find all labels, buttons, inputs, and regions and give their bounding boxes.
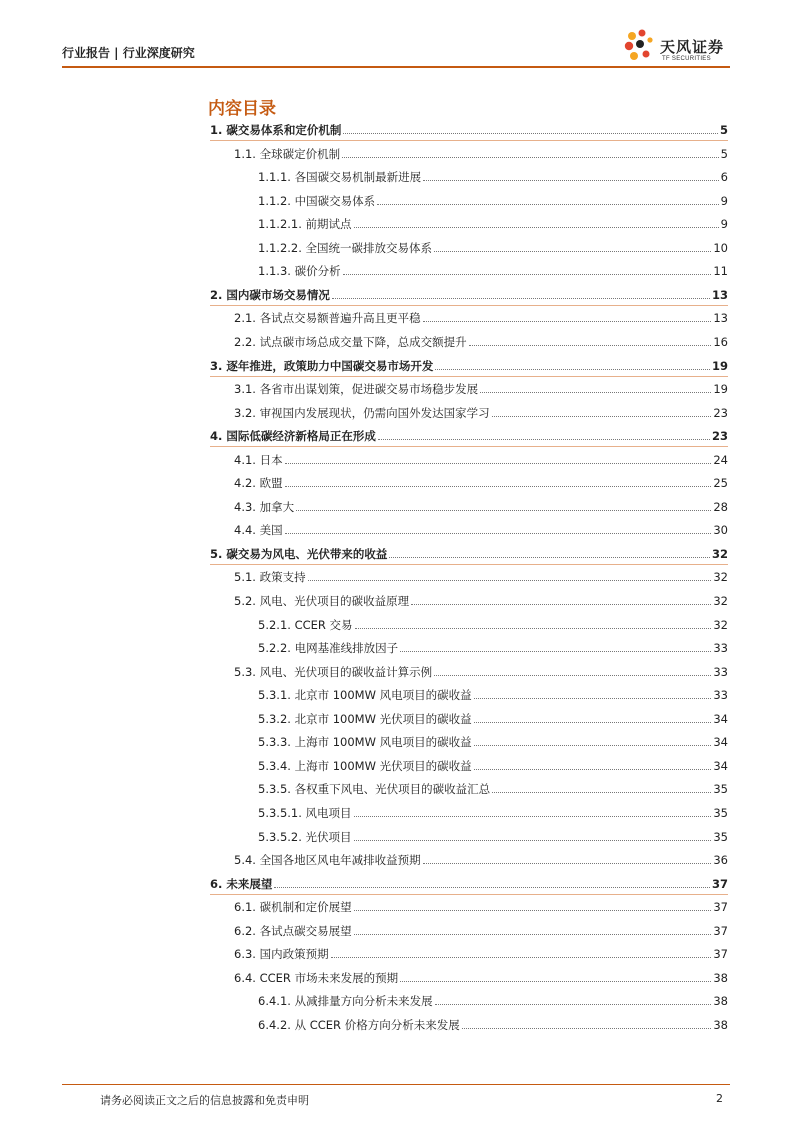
toc-dot-leader: [354, 840, 712, 841]
header-divider: [62, 66, 730, 68]
toc-entry-label: 5.3.2. 北京市 100MW 光伏项目的碳收益: [258, 711, 472, 726]
toc-entry-page: 38: [713, 970, 728, 985]
toc-entry-label: 3.1. 各省市出谋划策，促进碳交易市场稳步发展: [234, 382, 479, 397]
toc-entry[interactable]: [258, 733, 728, 751]
company-logo: [622, 26, 734, 70]
toc-entry-page: 34: [713, 735, 728, 750]
toc-title: 内容目录: [208, 99, 276, 119]
toc-dot-leader: [389, 557, 710, 558]
toc-entry[interactable]: [210, 875, 728, 893]
toc-entry-page: 13: [713, 311, 728, 326]
toc-section-rule: [210, 564, 728, 565]
toc-entry[interactable]: [234, 568, 728, 586]
toc-entry[interactable]: [234, 898, 728, 916]
toc-entry[interactable]: [210, 545, 728, 563]
toc-entry-page: 32: [713, 570, 728, 585]
toc-entry[interactable]: [258, 192, 728, 210]
toc-entry-page: 10: [713, 240, 728, 255]
toc-section-rule: [210, 894, 728, 895]
toc-dot-leader: [400, 651, 711, 652]
toc-entry[interactable]: [234, 309, 728, 327]
toc-dot-leader: [343, 133, 718, 134]
toc-entry[interactable]: [258, 757, 728, 775]
toc-entry-label: 6.3. 国内政策预期: [234, 947, 329, 962]
toc-entry-page: 32: [711, 546, 728, 561]
toc-entry[interactable]: [234, 474, 728, 492]
toc-entry-page: 33: [713, 664, 728, 679]
toc-entry[interactable]: [258, 804, 728, 822]
toc-entry-page: 35: [713, 782, 728, 797]
toc-entry-label: 2.1. 各试点交易额普遍升高且更平稳: [234, 311, 421, 326]
toc-entry-page: 37: [713, 947, 728, 962]
toc-entry[interactable]: [234, 922, 728, 940]
toc-entry-page: 19: [713, 382, 728, 397]
toc-entry-label: 5. 碳交易为风电、光伏带来的收益: [210, 546, 388, 561]
toc-entry-label: 5.2.1. CCER 交易: [258, 617, 353, 632]
toc-dot-leader: [423, 321, 712, 322]
toc-entry-label: 6.1. 碳机制和定价展望: [234, 900, 352, 915]
toc-entry-label: 1.1.2. 中国碳交易体系: [258, 193, 376, 208]
toc-entry-label: 1.1.1. 各国碳交易机制最新进展: [258, 170, 422, 185]
toc-entry-page: 9: [720, 193, 728, 208]
toc-entry-label: 4.2. 欧盟: [234, 476, 283, 491]
toc-entry[interactable]: [258, 616, 728, 634]
toc-entry-label: 5.2. 风电、光伏项目的碳收益原理: [234, 594, 410, 608]
toc-section-rule: [210, 446, 728, 447]
toc-section-rule: [210, 305, 728, 306]
toc-entry-label: 3.2. 审视国内发展现状，仍需向国外发达国家学习: [234, 405, 490, 420]
toc-entry-page: 19: [711, 358, 728, 373]
toc-dot-leader: [308, 580, 712, 581]
toc-dot-leader: [480, 392, 711, 393]
toc-entry[interactable]: [210, 121, 728, 139]
toc-entry[interactable]: [234, 851, 728, 869]
toc-entry-page: 35: [713, 829, 728, 844]
toc-entry-label: 5.1. 政策支持: [234, 570, 306, 585]
toc-entry-label: 4.3. 加拿大: [234, 499, 295, 514]
toc-entry-page: 36: [713, 853, 728, 868]
toc-entry-label: 5.3.4. 上海市 100MW 光伏项目的碳收益: [258, 758, 472, 773]
toc-dot-leader: [474, 698, 712, 699]
toc-dot-leader: [285, 463, 712, 464]
toc-entry[interactable]: [234, 145, 728, 163]
toc-dot-leader: [378, 439, 710, 440]
toc-entry-page: 30: [713, 523, 728, 538]
toc-entry-label: 1.1.2.2. 全国统一碳排放交易体系: [258, 240, 433, 255]
page-number: 2: [716, 1092, 723, 1105]
toc-entry-label: 5.3.5.1. 风电项目: [258, 805, 352, 820]
toc-entry[interactable]: [258, 239, 728, 257]
toc-dot-leader: [331, 957, 712, 958]
toc-entry-page: 37: [713, 900, 728, 915]
toc-entry-page: 32: [713, 594, 728, 608]
toc-entry[interactable]: [210, 286, 728, 304]
toc-entry-page: 38: [713, 994, 728, 1009]
toc-entry-label: 6. 未来展望: [210, 876, 273, 891]
toc-dot-leader: [354, 227, 719, 228]
toc-entry-label: 5.2.2. 电网基准线排放因子: [258, 641, 399, 656]
toc-dot-leader: [355, 628, 712, 629]
toc-entry-label: 1.1.2.1. 前期试点: [258, 217, 352, 232]
toc-entry-page: 28: [713, 499, 728, 514]
toc-entry-page: 33: [713, 688, 728, 703]
toc-entry[interactable]: [258, 639, 728, 657]
toc-entry-page: 5: [719, 123, 728, 137]
toc-entry[interactable]: [258, 168, 728, 186]
toc-entry-page: 34: [713, 711, 728, 726]
toc-entry[interactable]: [234, 663, 728, 681]
toc-entry-label: 5.3.5. 各权重下风电、光伏项目的碳收益汇总: [258, 782, 491, 797]
toc-entry-label: 5.3.3. 上海市 100MW 风电项目的碳收益: [258, 735, 472, 750]
toc-entry-label: 1. 碳交易体系和定价机制: [210, 123, 342, 137]
toc-entry[interactable]: [210, 427, 728, 445]
toc-dot-leader: [285, 533, 712, 534]
toc-entry[interactable]: [258, 828, 728, 846]
toc-entry-page: 25: [713, 476, 728, 491]
toc-entry-label: 5.3.5.2. 光伏项目: [258, 829, 352, 844]
toc-entry-page: 35: [713, 805, 728, 820]
toc-entry-page: 33: [713, 641, 728, 656]
toc-entry-page: 38: [713, 1017, 728, 1032]
toc-entry-label: 5.4. 全国各地区风电年减排收益预期: [234, 853, 421, 868]
toc-entry[interactable]: [234, 592, 728, 610]
toc-dot-leader: [343, 274, 712, 275]
toc-dot-leader: [434, 251, 711, 252]
toc-entry-label: 1.1.3. 碳价分析: [258, 264, 341, 279]
toc-entry-page: 23: [711, 429, 728, 444]
toc-entry-label: 6.4.2. 从 CCER 价格方向分析未来发展: [258, 1017, 460, 1032]
toc-dot-leader: [285, 486, 712, 487]
toc-entry-page: 32: [713, 617, 728, 632]
toc-entry[interactable]: [210, 357, 728, 375]
toc-entry-page: 37: [711, 876, 728, 891]
toc-entry-label: 6.4.1. 从减排量方向分析未来发展: [258, 994, 433, 1009]
toc-dot-leader: [400, 981, 711, 982]
toc-section-rule: [210, 140, 728, 141]
toc-entry-page: 6: [720, 170, 728, 185]
toc-dot-leader: [492, 792, 711, 793]
toc-entry-label: 4.1. 日本: [234, 452, 283, 467]
toc-entry[interactable]: [234, 945, 728, 963]
toc-entry-label: 3. 逐年推进，政策助力中国碳交易市场开发: [210, 358, 434, 373]
toc-dot-leader: [469, 345, 712, 346]
logo-chinese-name: 天风证券: [660, 38, 725, 56]
toc-dot-leader: [462, 1028, 712, 1029]
toc-dot-leader: [354, 816, 712, 817]
toc-entry-page: 11: [713, 264, 728, 279]
toc-entry[interactable]: [258, 215, 728, 233]
toc-entry[interactable]: [258, 1016, 728, 1034]
toc-entry[interactable]: [258, 710, 728, 728]
toc-entry-page: 24: [713, 452, 728, 467]
toc-dot-leader: [354, 910, 712, 911]
toc-entry[interactable]: [234, 333, 728, 351]
toc-entry-label: 4. 国际低碳经济新格局正在形成: [210, 429, 376, 444]
flower-logo-icon: [622, 26, 658, 70]
toc-dot-leader: [423, 180, 719, 181]
toc-entry[interactable]: [234, 969, 728, 987]
toc-entry[interactable]: [258, 686, 728, 704]
toc-entry[interactable]: [258, 780, 728, 798]
toc-dot-leader: [411, 604, 711, 605]
toc-entry-label: 5.3. 风电、光伏项目的碳收益计算示例: [234, 664, 433, 679]
toc-entry-page: 9: [720, 217, 728, 232]
toc-dot-leader: [296, 510, 711, 511]
footer-divider: [62, 1084, 730, 1085]
toc-entry-page: 5: [720, 146, 728, 161]
toc-dot-leader: [332, 298, 710, 299]
toc-dot-leader: [342, 157, 719, 158]
toc-entry-page: 23: [713, 405, 728, 420]
toc-entry[interactable]: [234, 404, 728, 422]
toc-dot-leader: [377, 204, 719, 205]
toc-entry[interactable]: [234, 380, 728, 398]
toc-dot-leader: [474, 722, 712, 723]
toc-entry-label: 2. 国内碳市场交易情况: [210, 287, 330, 302]
toc-dot-leader: [435, 369, 710, 370]
toc-dot-leader: [423, 863, 712, 864]
toc-entry-label: 6.2. 各试点碳交易展望: [234, 923, 352, 938]
toc-entry[interactable]: [234, 451, 728, 469]
toc-entry-label: 1.1. 全球碳定价机制: [234, 146, 341, 161]
toc-dot-leader: [474, 769, 712, 770]
toc-entry-label: 4.4. 美国: [234, 523, 283, 538]
toc-entry-label: 2.2. 试点碳市场总成交量下降，总成交额提升: [234, 334, 467, 349]
footer-disclaimer: 请务必阅读正文之后的信息披露和免责申明: [100, 1094, 309, 1107]
toc-dot-leader: [492, 416, 712, 417]
toc-dot-leader: [435, 1004, 712, 1005]
toc-dot-leader: [434, 675, 711, 676]
toc-entry[interactable]: [258, 262, 728, 280]
report-category-header: 行业报告 | 行业深度研究: [62, 46, 195, 60]
toc-entry[interactable]: [234, 521, 728, 539]
toc-section-rule: [210, 376, 728, 377]
toc-entry[interactable]: [258, 992, 728, 1010]
logo-english-name: TF SECURITIES: [662, 56, 711, 62]
toc-dot-leader: [274, 887, 710, 888]
toc-dot-leader: [474, 745, 712, 746]
toc-entry[interactable]: [234, 498, 728, 516]
toc-entry-page: 37: [713, 923, 728, 938]
toc-dot-leader: [354, 934, 712, 935]
toc-entry-page: 16: [713, 334, 728, 349]
toc-entry-label: 6.4. CCER 市场未来发展的预期: [234, 970, 399, 985]
toc-entry-label: 5.3.1. 北京市 100MW 风电项目的碳收益: [258, 688, 472, 703]
toc-entry-page: 34: [713, 758, 728, 773]
toc-entry-page: 13: [711, 287, 728, 302]
